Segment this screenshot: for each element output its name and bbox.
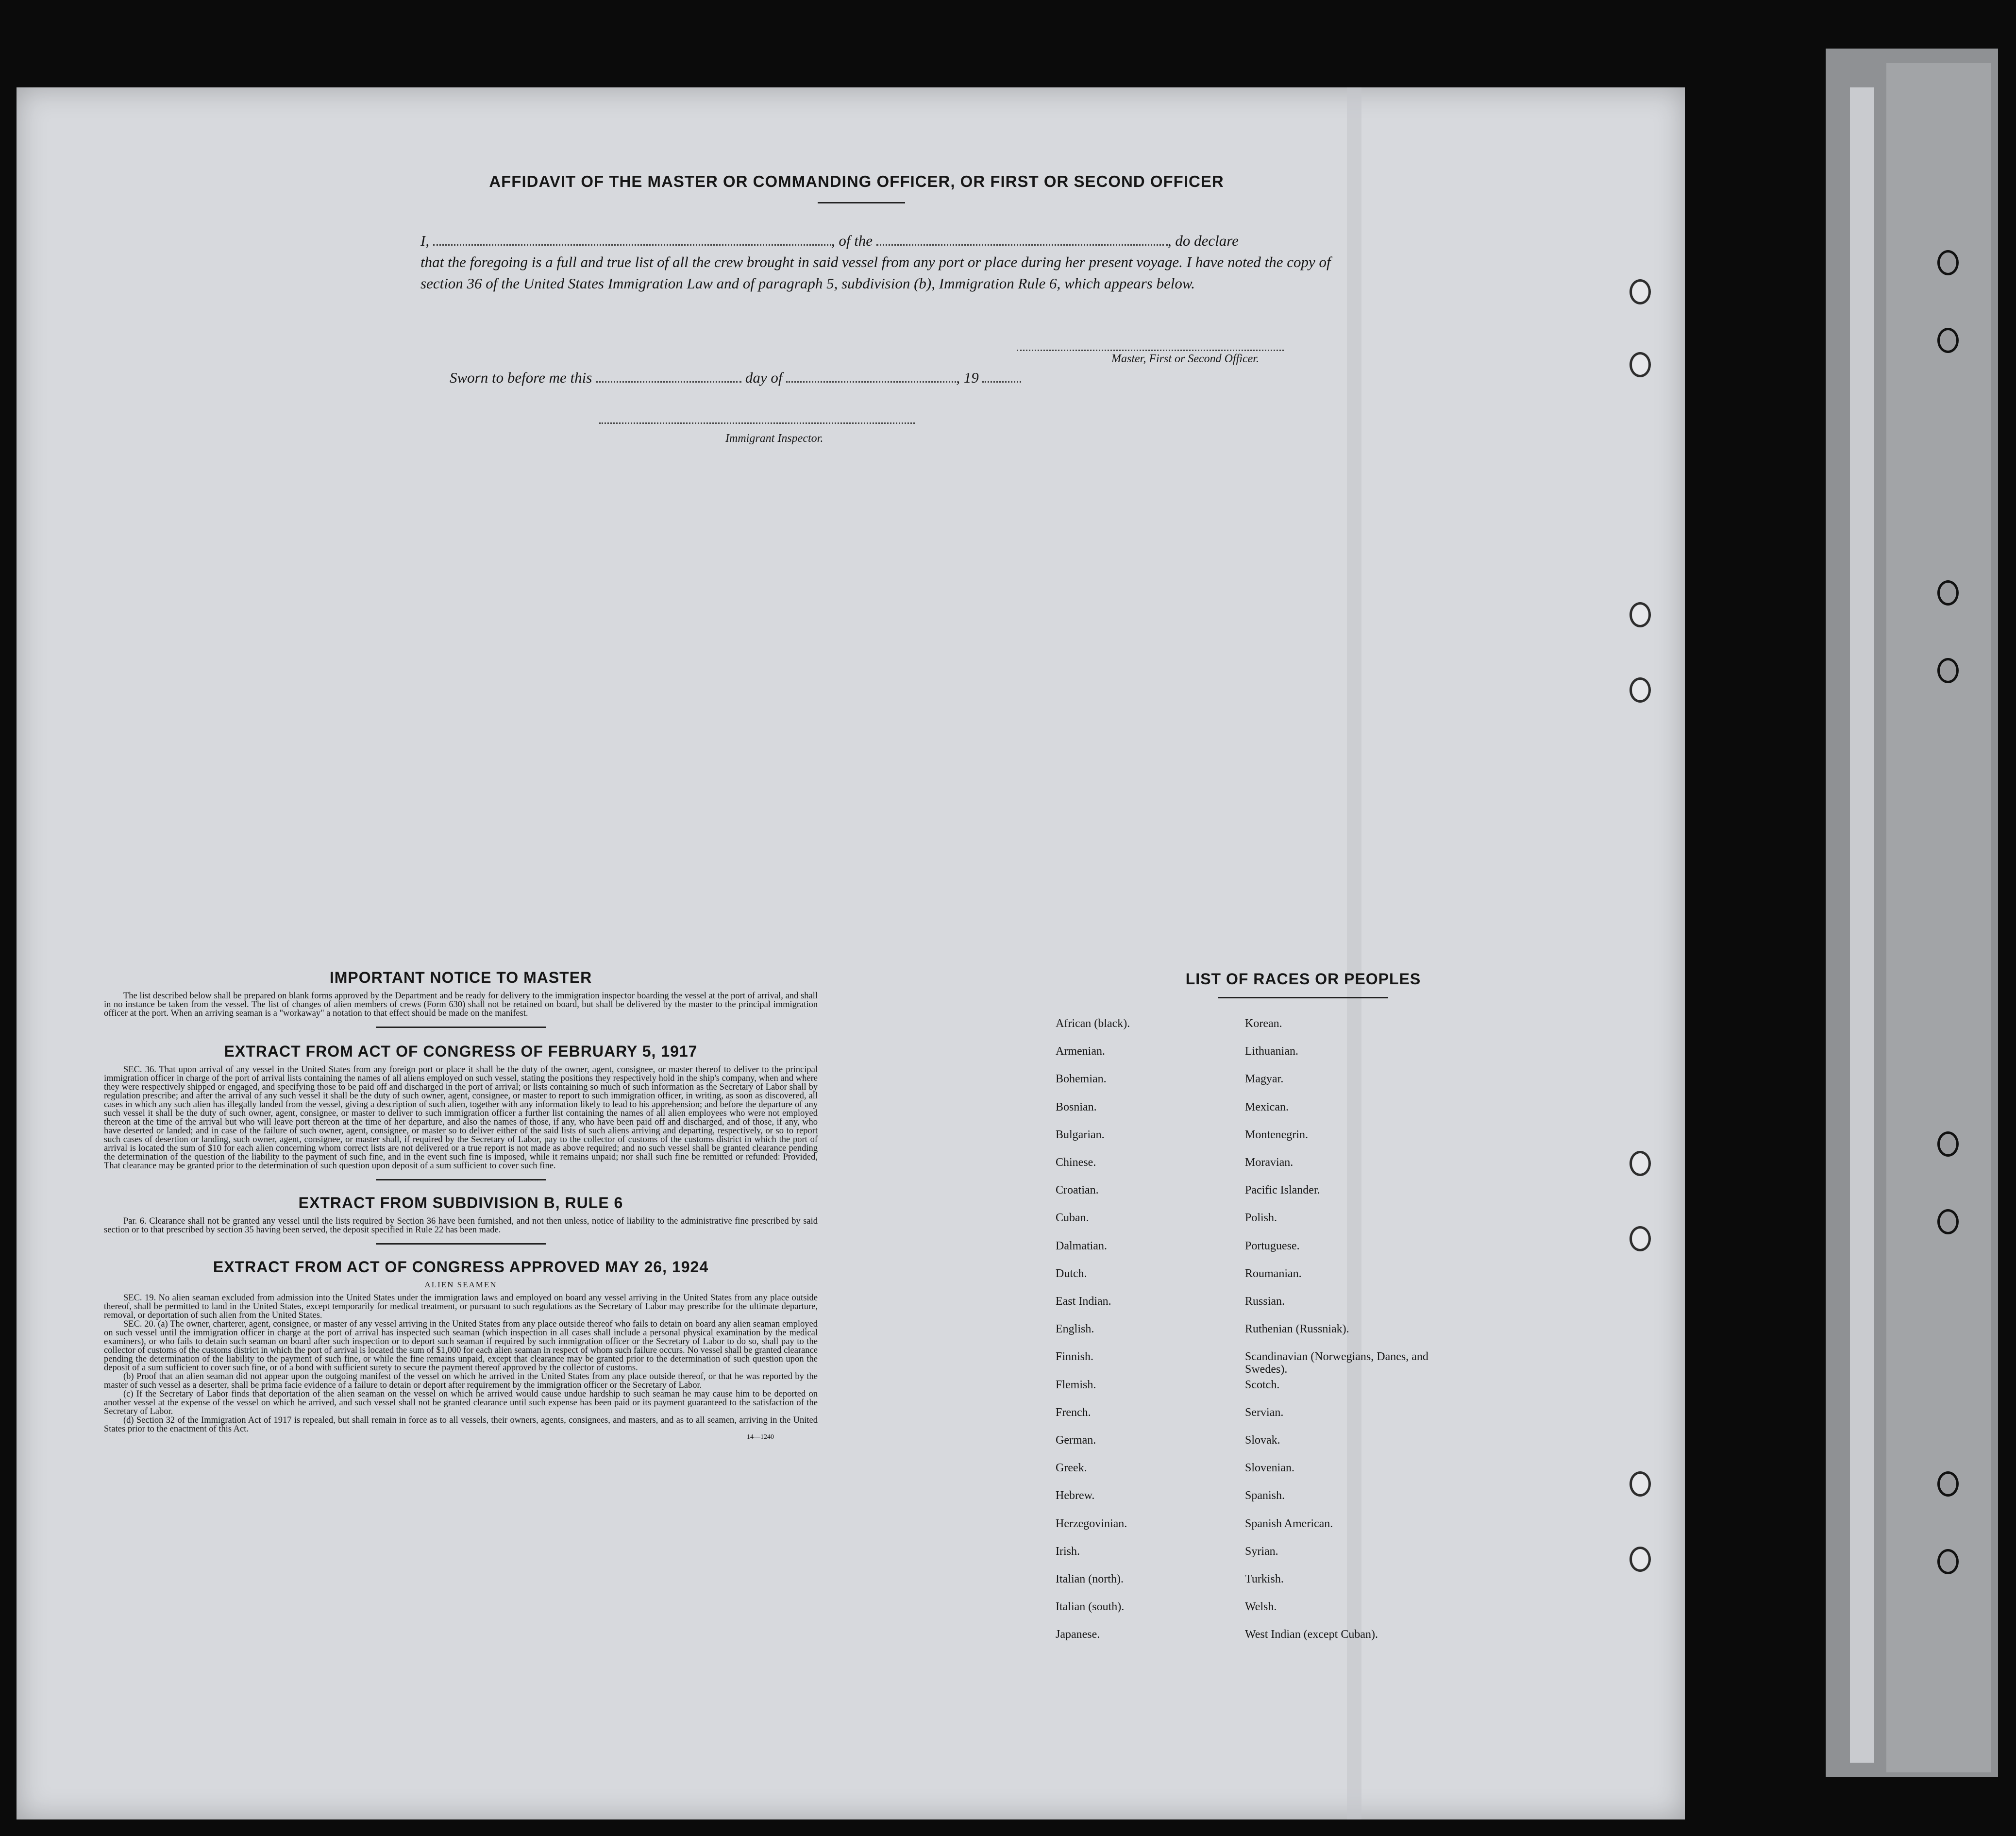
inspector-label: Immigrant Inspector. (725, 432, 823, 445)
race-item: Lithuanian. (1245, 1045, 1298, 1058)
races-title-rule (1218, 997, 1388, 998)
race-item: Bohemian. (1056, 1073, 1107, 1086)
binder-hole-icon (1937, 1549, 1959, 1574)
form-page (17, 87, 1685, 1819)
race-item: Roumanian. (1245, 1267, 1302, 1280)
race-item: Spanish. (1245, 1489, 1285, 1502)
section-divider (376, 1027, 546, 1028)
race-item: Dutch. (1056, 1267, 1087, 1280)
do-declare-label: , do declare (1167, 232, 1239, 249)
master-signature-line[interactable] (1017, 350, 1284, 351)
name-field[interactable] (433, 244, 831, 246)
binder-hole-icon (1937, 658, 1959, 683)
race-item: Flemish. (1056, 1378, 1096, 1391)
race-item: Polish. (1245, 1212, 1277, 1225)
notice-section (104, 969, 818, 1441)
section-divider (376, 1243, 546, 1245)
race-item: East Indian. (1056, 1295, 1111, 1308)
sworn-month-field[interactable] (786, 381, 956, 383)
binder-hole-icon (1630, 677, 1651, 703)
race-item: Ruthenian (Russniak). (1245, 1323, 1349, 1336)
extract-1924-title: EXTRACT FROM ACT OF CONGRESS APPROVED MAY 26, 1924 (213, 1258, 709, 1276)
day-of-label: day of (745, 369, 783, 386)
races-title: LIST OF RACES OR PEOPLES (1185, 970, 1421, 988)
race-item: Cuban. (1056, 1212, 1089, 1225)
extract-rule6-body: Par. 6. Clearance shall not be granted any vessel until the lists required by Section 36 have been furnished, and not then unless, notice of liability to the administrative fine prescribed by said section or to that prescribed by section 35 having been served, the deposit specified in Rule 22 has been made. (104, 1216, 818, 1235)
race-item: Scandinavian (Norwegians, Danes, and Swedes). (1245, 1350, 1428, 1376)
race-item: Armenian. (1056, 1045, 1105, 1058)
extract-1924-sec20d: (d) Section 32 of the Immigration Act of 1917 is repealed, but shall remain in force as to all vessels, their owners, agents, consignees, and masters, and as to all seamen, arriving in the United States prior to the enactment of this Act. (104, 1415, 818, 1434)
race-item: Russian. (1245, 1295, 1285, 1308)
race-item: English. (1056, 1323, 1094, 1336)
extract-1917-title: EXTRACT FROM ACT OF CONGRESS OF FEBRUARY 5, 1917 (224, 1043, 698, 1060)
race-item: Syrian. (1245, 1545, 1278, 1558)
race-item: French. (1056, 1406, 1091, 1419)
adjacent-page-paper (1886, 63, 1991, 1772)
race-item: Slovenian. (1245, 1462, 1294, 1475)
extract-1924-sec19: SEC. 19. No alien seaman excluded from admission into the United States under the immigration laws and employed on board any vessel arriving in the United States from any place outside thereof, shall be permitted to land in the United States, except temporarily for medical treatment, or pursuant to such regulations as the Secretary of Labor may prescribe for the ultimate departure, removal, or deportation of such alien from the United States. (104, 1293, 818, 1320)
sworn-label: Sworn to before me this (450, 369, 592, 386)
sworn-day-field[interactable] (596, 381, 741, 383)
race-item: Herzegovinian. (1056, 1517, 1127, 1530)
race-item: Spanish American. (1245, 1517, 1333, 1530)
race-item: Croatian. (1056, 1184, 1099, 1197)
i-label: I, (420, 232, 430, 249)
master-label: Master, First or Second Officer. (1111, 353, 1259, 365)
race-item: West Indian (except Cuban). (1245, 1628, 1378, 1641)
binding-edge (1850, 87, 1874, 1763)
race-item: Servian. (1245, 1406, 1284, 1419)
title-rule (818, 202, 905, 203)
page-shading (1347, 87, 1361, 1819)
binder-hole-icon (1630, 1151, 1651, 1176)
notice-title: IMPORTANT NOTICE TO MASTER (329, 969, 592, 986)
race-item: Montenegrin. (1245, 1128, 1308, 1141)
race-item: Dalmatian. (1056, 1239, 1107, 1252)
binder-hole-icon (1630, 1226, 1651, 1251)
race-item: German. (1056, 1434, 1096, 1447)
race-item: Welsh. (1245, 1600, 1277, 1614)
section-divider (376, 1179, 546, 1180)
race-item: Korean. (1245, 1017, 1282, 1030)
vessel-field[interactable] (876, 244, 1168, 246)
race-item: Scotch. (1245, 1378, 1280, 1391)
binder-hole-icon (1937, 1209, 1959, 1234)
binder-hole-icon (1630, 352, 1651, 377)
race-item: Italian (south). (1056, 1600, 1125, 1614)
race-item: Turkish. (1245, 1573, 1284, 1585)
binder-hole-icon (1937, 250, 1959, 275)
declaration-line (420, 232, 1343, 250)
race-item: Slovak. (1245, 1434, 1280, 1447)
binder-hole-icon (1630, 279, 1651, 304)
race-item: Greek. (1056, 1462, 1087, 1475)
race-item: Moravian. (1245, 1156, 1294, 1169)
extract-1924-sec20c: (c) If the Secretary of Labor finds that deportation of the alien seaman on the vessel on which he arrived would cause undue hardship to such seaman he may cause him to be deported on another vessel at the expense of the vessel on which he arrived, and such vessel shall not be granted clearance until such expense has been paid or its payment guaranteed to the satisfaction of the Secretary of Labor. (104, 1389, 818, 1416)
race-item: Chinese. (1056, 1156, 1096, 1169)
affidavit-statement: that the foregoing is a full and true list of all the crew brought in said vessel from any port or place during her present voyage. I have noted the copy of section 36 of the United States Immigration Law and of paragraph 5, subdivision (b), Immigration Rule 6, which appears below. (420, 253, 1331, 292)
race-item: Italian (north). (1056, 1573, 1124, 1585)
year-label: , 19 (956, 369, 979, 386)
binder-hole-icon (1937, 1131, 1959, 1157)
binder-hole-icon (1630, 1471, 1651, 1497)
binder-hole-icon (1630, 1547, 1651, 1572)
race-item: Bulgarian. (1056, 1128, 1105, 1141)
race-item: Irish. (1056, 1545, 1080, 1558)
binder-hole-icon (1937, 328, 1959, 353)
race-item: Finnish. (1056, 1350, 1094, 1364)
notice-body: The list described below shall be prepared on blank forms approved by the Department and be ready for delivery to the immigration inspector boarding the vessel at the port of arrival, and shall in no instance be taken from the vessel. The list of changes of alien members of crews (Form 630) shall not be retained on board, but shall be delivered by the master to the principal immigration officer at the port. When an arriving seaman is a "workaway" a notation to that effect should be made on the manifest. (104, 991, 818, 1018)
race-item: Bosnian. (1056, 1100, 1097, 1113)
race-item: Japanese. (1056, 1628, 1100, 1641)
extract-1924-subtitle: ALIEN SEAMEN (424, 1280, 497, 1289)
binder-hole-icon (1937, 1471, 1959, 1497)
sworn-year-field[interactable] (982, 381, 1021, 383)
form-number: 14—1240 (747, 1433, 774, 1441)
binder-hole-icon (1630, 602, 1651, 627)
race-item: Portuguese. (1245, 1239, 1300, 1252)
of-the-label: , of the (831, 232, 873, 249)
sworn-line (450, 369, 1021, 387)
race-item: Hebrew. (1056, 1489, 1095, 1502)
extract-rule6-title: EXTRACT FROM SUBDIVISION B, RULE 6 (298, 1194, 623, 1212)
inspector-signature-line[interactable] (599, 422, 915, 424)
binder-hole-icon (1937, 580, 1959, 606)
race-item: Magyar. (1245, 1073, 1284, 1086)
race-item: Pacific Islander. (1245, 1184, 1320, 1197)
race-item: Mexican. (1245, 1100, 1289, 1113)
affidavit-title: AFFIDAVIT OF THE MASTER OR COMMANDING OFFICER, OR FIRST OR SECOND OFFICER (489, 172, 1224, 190)
extract-1924-sec20b: (b) Proof that an alien seaman did not appear upon the outgoing manifest of the vessel on which he arrived in the United States from any place outside thereof, or that he was reported by the master of such vessel as a deserter, shall be prima facie evidence of a failure to detain or deport after requirement by the immigration officer or the Secretary of Labor. (104, 1372, 818, 1390)
extract-1917-body: SEC. 36. That upon arrival of any vessel in the United States from any foreign port or place it shall be the duty of the owner, agent, consignee, or master thereof to deliver to the principal immigration officer in charge of the port of arrival lists containing the names of all aliens employed on such vessel, stating the positions they respectively hold in the ship's company, when and where they were respectively shipped or engaged, and specifying those to be paid off and discharged in the port of arrival; or lists containing so much of such information as the Secretary of Labor shall by regulation prescribe; and after the arrival of any such vessel it shall be the duty of such owner, agent, consignee, or master to report to such immigration officer, in writing, as soon as discovered, all cases in which any such alien has illegally landed from the vessel, giving a description of such alien, together with any information likely to lead to his apprehension; and before the departure of any such vessel it shall be the duty of such owner, agent, consignee, or master to deliver to such immigration officer a further list containing the names of all alien employees who were not employed thereon at the time of the arrival but who will leave port thereon at the time of her departure, and also the names of those, if any, who have been paid off and discharged, and of those, if any, who have deserted or landed; and in case of the failure of such owner, agent, consignee, or master so to deliver either of the said lists of such aliens arriving and departing, respectively, or so to report such cases of desertion or landing, such owner, agent, consignee, or master shall, if required by the Secretary of Labor, pay to the collector of customs of the customs district in which the port of arrival is located the sum of $10 for each alien concerning whom correct lists are not delivered or a true report is not made as above required; and no such vessel shall be granted clearance pending the determination of the question of the liability to the payment of such fine, and in the event such fine is imposed, while it remains unpaid; nor shall such fine be remitted or refunded: Provided, That clearance may be granted prior to the determination of such question upon deposit of a sum sufficient to cover such fine. (104, 1065, 818, 1171)
race-item: African (black). (1056, 1017, 1130, 1030)
extract-1924-sec20a: SEC. 20. (a) The owner, charterer, agent, consignee, or master of any vessel arriving in the United States from any place outside thereof who fails to detain on board any alien seaman employed on such vessel until the immigration officer in charge at the port of arrival has inspected such seaman (which inspection in all cases shall include a personal physical examination by the medical examiners), or who fails to detain such seaman on board after such inspection or to deport such seaman if required by such immigration officer or the Secretary of Labor to do so, shall pay to the collector of customs of the customs district in which the port of arrival is located the sum of $1,000 for each alien seaman in respect of whom such failure occurs. No vessel shall be granted clearance pending the determination of the liability to the payment of such fine, or while the fine remains unpaid, except that clearance may be granted prior to the determination of such question upon the deposit of a sum sufficient to cover such fine, or of a bond with sufficient surety to secure the payment thereof approved by the collector of customs. (104, 1319, 818, 1373)
